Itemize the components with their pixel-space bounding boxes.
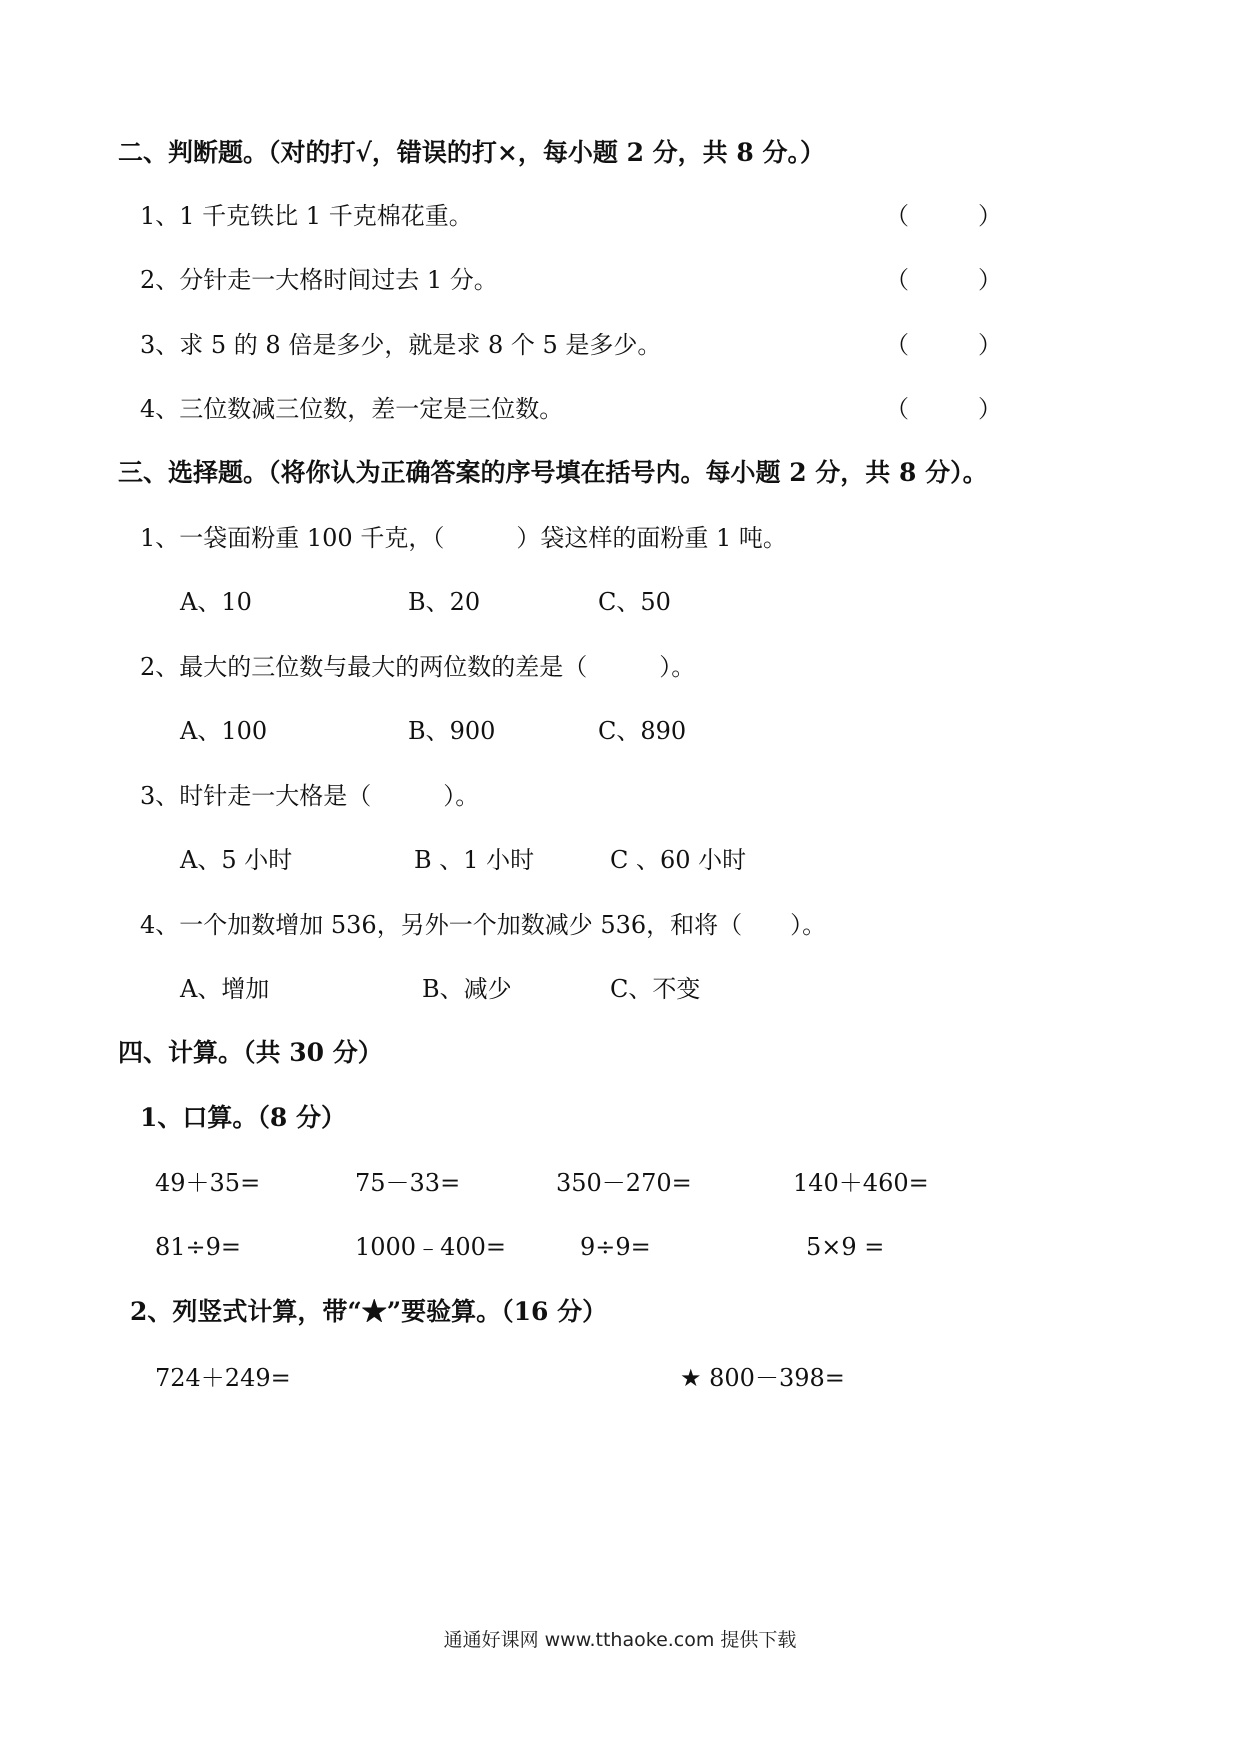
answer-paren-open: （ — [885, 331, 909, 359]
choice-option-b: B、20 — [408, 588, 481, 616]
section4-heading: 四、计算。（共 30 分） — [118, 1038, 383, 1067]
answer-paren-close: ） — [978, 395, 1002, 423]
choice-option-a: A、100 — [180, 717, 268, 745]
mental-math-problem: 49＋35= — [155, 1169, 261, 1197]
choice-question-4: 4、一个加数增加 536，另外一个加数减少 536，和将（ ）。 — [140, 911, 827, 939]
answer-paren-open: （ — [885, 202, 909, 230]
mental-math-problem: 1000﹣400= — [355, 1233, 506, 1261]
mental-math-problem: 5×9 = — [806, 1233, 885, 1261]
answer-paren-close: ） — [978, 202, 1002, 230]
choice-option-a: A、10 — [180, 588, 252, 616]
choice-question-2: 2、最大的三位数与最大的两位数的差是（ ）。 — [140, 653, 696, 681]
choice-option-b: B 、1 小时 — [414, 846, 535, 874]
choice-option-c: C 、60 小时 — [610, 846, 747, 874]
judge-item-2: 2、分针走一大格时间过去 1 分。 — [140, 266, 498, 294]
choice-option-c: C、890 — [598, 717, 687, 745]
section2-heading: 二、判断题。（对的打√，错误的打×，每小题 2 分，共 8 分。） — [118, 138, 825, 167]
answer-paren-open: （ — [885, 395, 909, 423]
mental-math-problem: 75－33= — [355, 1169, 461, 1197]
footer-credit: 通通好课网 www.tthaoke.com 提供下载 — [443, 1629, 797, 1651]
choice-option-c: C、50 — [598, 588, 671, 616]
choice-option-b: B、减少 — [422, 975, 512, 1003]
mental-math-problem: 140＋460= — [793, 1169, 929, 1197]
section3-heading: 三、选择题。（将你认为正确答案的序号填在括号内。每小题 2 分，共 8 分）。 — [118, 458, 988, 487]
vertical-calc-heading: 2、列竖式计算，带“★”要验算。（16 分） — [130, 1297, 608, 1326]
answer-paren-open: （ — [885, 266, 909, 294]
judge-item-4: 4、三位数减三位数，差一定是三位数。 — [140, 395, 564, 423]
choice-option-c: C、不变 — [610, 975, 701, 1003]
answer-paren-close: ） — [978, 331, 1002, 359]
judge-item-3: 3、求 5 的 8 倍是多少，就是求 8 个 5 是多少。 — [140, 331, 662, 359]
choice-question-1: 1、一袋面粉重 100 千克，（ ）袋这样的面粉重 1 吨。 — [140, 524, 787, 552]
mental-math-problem: 9÷9= — [580, 1233, 651, 1261]
choice-question-3: 3、时针走一大格是（ ）。 — [140, 782, 480, 810]
vertical-calc-problem: 724＋249= — [155, 1364, 291, 1392]
mental-math-problem: 350－270= — [556, 1169, 692, 1197]
choice-option-a: A、增加 — [180, 975, 270, 1003]
judge-item-1: 1、1 千克铁比 1 千克棉花重。 — [140, 202, 473, 230]
answer-paren-close: ） — [978, 266, 1002, 294]
vertical-calc-problem-starred: ★ 800－398= — [680, 1364, 845, 1392]
mental-math-problem: 81÷9= — [155, 1233, 242, 1261]
mental-math-heading: 1、口算。（8 分） — [140, 1103, 346, 1132]
choice-option-a: A、5 小时 — [180, 846, 293, 874]
choice-option-b: B、900 — [408, 717, 496, 745]
